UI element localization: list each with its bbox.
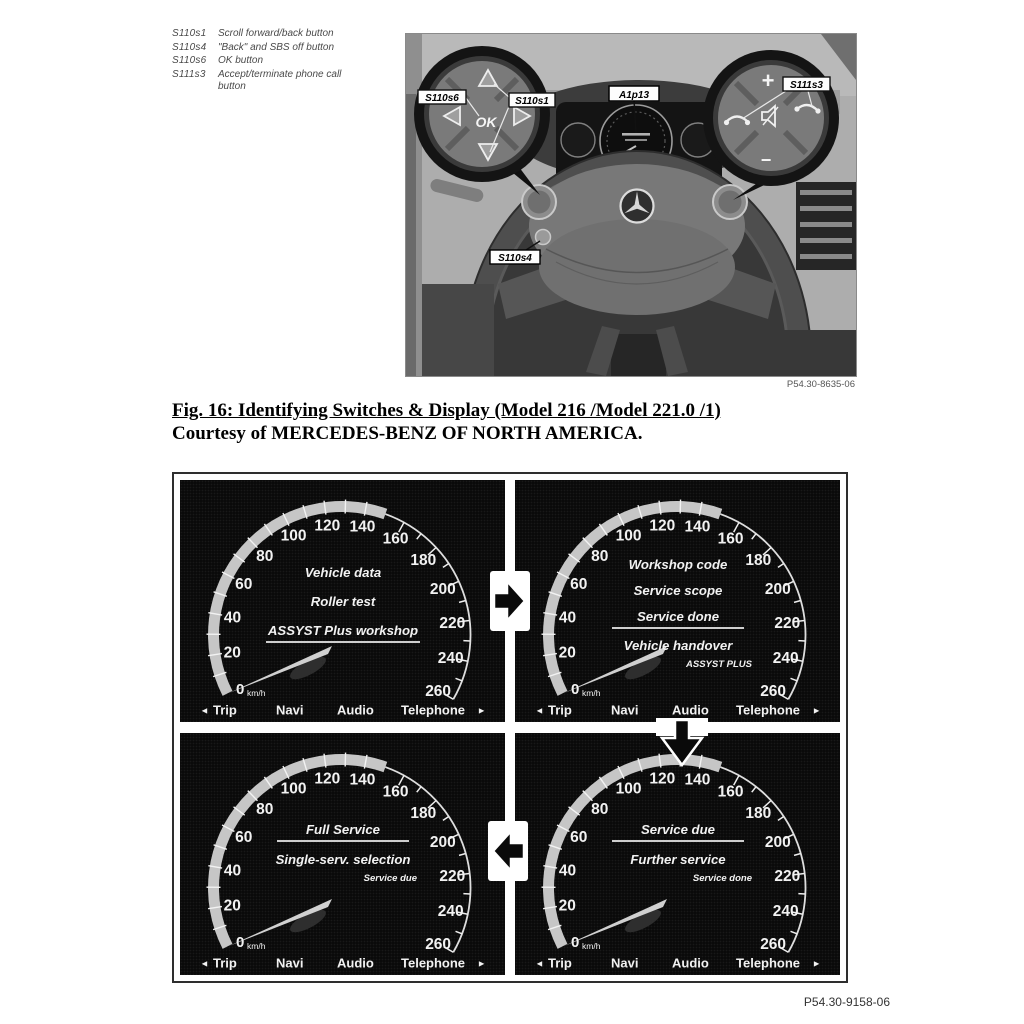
speed-label: 100 bbox=[615, 780, 642, 798]
tick bbox=[778, 817, 784, 821]
speed-label: 200 bbox=[764, 581, 791, 599]
speed-label: 60 bbox=[235, 828, 253, 846]
tick bbox=[443, 817, 449, 821]
tick bbox=[459, 600, 466, 602]
tick bbox=[794, 853, 801, 855]
speed-label: 260 bbox=[425, 936, 452, 953]
speed-label: 140 bbox=[349, 771, 376, 789]
menu-bar-item-trip: Trip bbox=[213, 702, 237, 718]
speed-label: 180 bbox=[745, 804, 772, 822]
status-note: Service due bbox=[363, 873, 417, 884]
cluster-panel-top-left bbox=[180, 480, 505, 722]
speed-label: 240 bbox=[772, 903, 799, 921]
label-a1p13: A1p13 bbox=[618, 90, 650, 101]
menu-bar-arrow-left-icon: ◄ bbox=[535, 958, 544, 969]
menu-bar-item-audio: Audio bbox=[672, 955, 709, 971]
speed-unit: km/h bbox=[247, 941, 266, 951]
speed-label: 100 bbox=[280, 527, 307, 545]
speed-label: 180 bbox=[745, 551, 772, 569]
speed-label: 160 bbox=[717, 783, 744, 801]
flow-arrow-left-icon bbox=[486, 819, 530, 883]
vent-slat bbox=[800, 206, 852, 211]
speed-label: 40 bbox=[223, 609, 242, 627]
menu-line: Service scope bbox=[633, 583, 723, 598]
vent-slat bbox=[800, 254, 852, 259]
menu-line: Service due bbox=[640, 822, 716, 837]
speed-label: 260 bbox=[760, 683, 787, 700]
speed-label: 240 bbox=[437, 903, 464, 921]
right-thumb-button-pad bbox=[719, 191, 742, 214]
menu-line: Workshop code bbox=[628, 557, 728, 572]
speed-label: 180 bbox=[410, 551, 437, 569]
speed-label: 60 bbox=[570, 828, 588, 846]
label-s110s6: S110s6 bbox=[425, 93, 459, 104]
label-s111s3: S111s3 bbox=[790, 80, 823, 91]
speed-label: 40 bbox=[558, 862, 577, 880]
speed-label: 80 bbox=[591, 547, 609, 565]
speed-label: 120 bbox=[649, 770, 676, 788]
menu-bar-item-navi: Navi bbox=[611, 702, 639, 718]
speed-label: 20 bbox=[558, 897, 576, 915]
figure-reference-number: P54.30-9158-06 bbox=[803, 995, 890, 1009]
lower-hub-shadow bbox=[611, 334, 666, 376]
cluster-display-figure bbox=[172, 472, 848, 983]
menu-bar-arrow-left-icon: ◄ bbox=[200, 958, 209, 969]
tick bbox=[752, 787, 756, 793]
flow-arrow-right-icon bbox=[488, 569, 532, 633]
speed-unit: km/h bbox=[582, 941, 601, 951]
left-sub-dial bbox=[561, 123, 595, 157]
menu-bar-item-telephone: Telephone bbox=[401, 955, 466, 971]
airbag-lower bbox=[539, 219, 735, 315]
speed-label: 160 bbox=[382, 783, 409, 801]
speed-label: 100 bbox=[615, 527, 642, 545]
speed-value: 0 bbox=[236, 681, 245, 698]
speed-label: 200 bbox=[764, 834, 791, 852]
menu-bar-item-telephone: Telephone bbox=[401, 702, 466, 718]
status-note: ASSYST PLUS bbox=[686, 659, 752, 670]
dial-message-line bbox=[625, 139, 647, 141]
menu-bar-item-navi: Navi bbox=[276, 955, 304, 971]
console-left bbox=[422, 284, 494, 376]
menu-line: Roller test bbox=[310, 594, 376, 609]
steering-wheel-photo bbox=[405, 33, 857, 377]
menu-bar-arrow-right-icon: ► bbox=[812, 705, 821, 716]
volume-plus-icon: + bbox=[761, 68, 775, 93]
speed-label: 220 bbox=[439, 868, 466, 886]
speed-label: 100 bbox=[280, 780, 307, 798]
legend-code: S111s3 bbox=[172, 68, 206, 80]
menu-bar-item-audio: Audio bbox=[337, 955, 374, 971]
tick bbox=[456, 931, 463, 933]
tick bbox=[791, 678, 798, 680]
tick bbox=[791, 931, 798, 933]
speed-label: 20 bbox=[223, 644, 241, 662]
menu-line: Further service bbox=[630, 852, 726, 867]
speed-label: 200 bbox=[429, 834, 456, 852]
speed-label: 20 bbox=[223, 897, 241, 915]
tick bbox=[459, 853, 466, 855]
speedometer-display bbox=[515, 480, 840, 722]
menu-bar-item-trip: Trip bbox=[548, 702, 572, 718]
legend-description: OK button bbox=[218, 55, 264, 66]
speed-label: 60 bbox=[235, 575, 253, 593]
photo-reference-number: P54.30-8635-06 bbox=[786, 379, 855, 390]
tick bbox=[794, 600, 801, 602]
menu-bar-item-audio: Audio bbox=[337, 702, 374, 718]
legend-code: S110s4 bbox=[172, 41, 207, 53]
speed-label: 240 bbox=[437, 650, 464, 668]
menu-bar-item-audio: Audio bbox=[672, 702, 709, 718]
speed-label: 140 bbox=[349, 518, 376, 536]
legend bbox=[172, 28, 370, 94]
steering-wheel-illustration bbox=[406, 34, 856, 376]
ok-button-label: OK bbox=[475, 114, 497, 130]
menu-bar-arrow-right-icon: ► bbox=[477, 705, 486, 716]
legend-description: "Back" and SBS off button bbox=[218, 41, 335, 53]
menu-bar-item-trip: Trip bbox=[548, 955, 572, 971]
speed-label: 120 bbox=[314, 517, 341, 535]
menu-line: Service done bbox=[636, 609, 720, 624]
menu-line: Vehicle handover bbox=[623, 638, 733, 653]
menu-bar-item-telephone: Telephone bbox=[736, 955, 801, 971]
menu-line: ASSYST Plus workshop bbox=[267, 623, 419, 638]
vent-slat bbox=[800, 190, 852, 195]
speed-label: 20 bbox=[558, 644, 576, 662]
label-s110s4: S110s4 bbox=[498, 253, 532, 264]
flow-arrow-down-icon bbox=[654, 716, 710, 772]
figure-caption bbox=[172, 400, 872, 445]
speed-label: 60 bbox=[570, 575, 588, 593]
menu-bar-item-navi: Navi bbox=[611, 955, 639, 971]
volume-minus-icon: − bbox=[760, 150, 772, 170]
speed-label: 40 bbox=[558, 609, 577, 627]
speed-label: 260 bbox=[760, 936, 787, 953]
tick bbox=[417, 787, 421, 793]
speed-label: 180 bbox=[410, 804, 437, 822]
speed-label: 120 bbox=[314, 770, 341, 788]
speed-label: 240 bbox=[772, 650, 799, 668]
tick bbox=[443, 564, 449, 568]
legend-code: S110s6 bbox=[172, 55, 207, 66]
speed-label: 160 bbox=[382, 530, 409, 548]
legend-description: Accept/terminate phone call button bbox=[218, 68, 342, 92]
label-s110s1: S110s1 bbox=[515, 96, 549, 107]
console-right bbox=[766, 330, 856, 376]
speed-value: 0 bbox=[236, 934, 245, 951]
menu-line: Vehicle data bbox=[304, 565, 382, 580]
menu-line: Single-serv. selection bbox=[275, 852, 411, 867]
legend-code: S110s1 bbox=[172, 28, 207, 39]
dial-message-line bbox=[622, 133, 650, 136]
tick bbox=[752, 534, 756, 540]
status-note: Service done bbox=[692, 873, 752, 884]
speed-label: 140 bbox=[684, 518, 711, 536]
menu-bar-item-telephone: Telephone bbox=[736, 702, 801, 718]
speed-unit: km/h bbox=[582, 688, 601, 698]
menu-bar-arrow-left-icon: ◄ bbox=[535, 705, 544, 716]
menu-bar-arrow-right-icon: ► bbox=[812, 958, 821, 969]
speedometer-display bbox=[180, 480, 505, 722]
left-door-edge bbox=[406, 94, 416, 376]
vent-slat bbox=[800, 238, 852, 243]
speed-label: 40 bbox=[223, 862, 242, 880]
speedometer-display bbox=[180, 733, 505, 975]
caption-courtesy: Courtesy of MERCEDES-BENZ OF NORTH AMERICA. bbox=[172, 422, 643, 444]
tick bbox=[456, 678, 463, 680]
cluster-panel-top-right bbox=[515, 480, 840, 722]
speed-value: 0 bbox=[571, 934, 580, 951]
caption-title: Fig. 16: Identifying Switches & Display (Model 216 /Model 221.0 /1) bbox=[172, 400, 721, 421]
callout-right-phone-pad bbox=[703, 50, 839, 186]
speed-label: 140 bbox=[684, 771, 711, 789]
tick bbox=[778, 564, 784, 568]
speed-value: 0 bbox=[571, 681, 580, 698]
speed-label: 80 bbox=[591, 800, 609, 818]
speed-label: 80 bbox=[256, 800, 274, 818]
speed-label: 200 bbox=[429, 581, 456, 599]
legend-description: Scroll forward/back button bbox=[218, 28, 334, 39]
speed-unit: km/h bbox=[247, 688, 266, 698]
speed-label: 260 bbox=[425, 683, 452, 700]
speed-label: 220 bbox=[439, 615, 466, 633]
speed-label: 220 bbox=[774, 868, 801, 886]
cluster-panel-bottom-left bbox=[180, 733, 505, 975]
tick bbox=[417, 534, 421, 540]
menu-bar-arrow-right-icon: ► bbox=[477, 958, 486, 969]
menu-bar-item-navi: Navi bbox=[276, 702, 304, 718]
speed-label: 120 bbox=[649, 517, 676, 535]
vent-slat bbox=[800, 222, 852, 227]
speed-label: 80 bbox=[256, 547, 274, 565]
speed-label: 160 bbox=[717, 530, 744, 548]
menu-bar-item-trip: Trip bbox=[213, 955, 237, 971]
speed-label: 220 bbox=[774, 615, 801, 633]
menu-bar-arrow-left-icon: ◄ bbox=[200, 705, 209, 716]
menu-line: Full Service bbox=[305, 822, 381, 837]
